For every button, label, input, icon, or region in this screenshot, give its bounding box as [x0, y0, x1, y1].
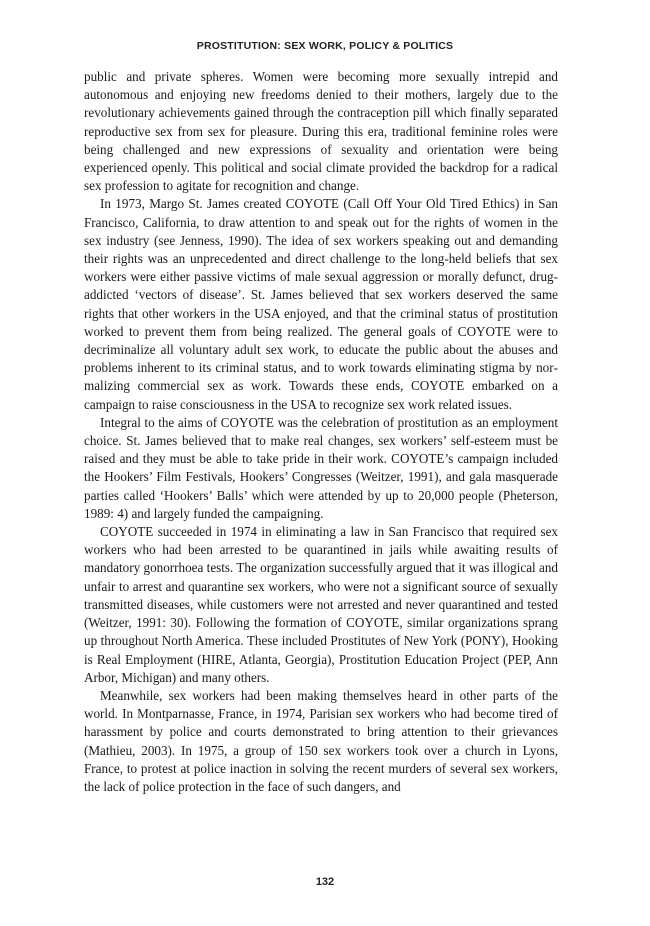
- paragraph-coyote-aims: Integral to the aims of COYOTE was the celebration of prostitution as an employment choice. St. James believed that to make real changes, sex workers’ self-esteem must be raised and they must be able to take pride in their work. COYOTE’s campaign included the Hookers’ Film Festivals, Hookers’ Congresses (Weitzer, 1991), and gala masquerade parties called ‘Hookers’ Balls’ which were attended by up to 20,000 people (Pheterson, 1989: 4) and largely funded the campaigning.: [84, 414, 558, 521]
- paragraph-coyote-founding: In 1973, Margo St. James created COYOTE (Call Off Your Old Tired Ethics) in San Francisco, California, to draw attention to and speak out for the rights of women in the sex industry (see Jenness, 1990). The idea of sex workers speaking out and demanding their rights was an unprecedented and direct challenge to the long-held beliefs that sex workers were either passive victims of male sexual aggression or morally defunct, drug-addicted ‘vectors of disease’. St. James believed that sex workers deserved the same rights that other workers in the USA enjoyed, and that the criminal status of prostitution worked to prevent them from being realized. The general goals of COYOTE were to decriminalize all voluntary adult sex work, to educate the public about the abuses and problems inherent to its criminal status, and to work towards eliminating stigma by normalizing commercial sex as work. Towards these ends, COYOTE embarked on a campaign to raise consciousness in the USA to recognize sex work related issues.: [84, 196, 558, 412]
- paragraph-continued: public and private spheres. Women were becoming more sexually intrepid and autonomous and enjoying new freedoms denied to their mothers, largely due to the revolutionary achievements gained through the contraception pill which finally separated reproductive sex from sex for pleasure. During this era, traditional feminine roles were being challenged and new expressions of sexuality and orientation were being experienced openly. This political and social climate provided the backdrop for a radical sex profession to agitate for recognition and change.: [84, 69, 558, 194]
- paragraph-international: Meanwhile, sex workers had been making themselves heard in other parts of the world. In Montparnasse, France, in 1974, Parisian sex workers who had become tired of harassment by police and courts demonstrated to bring attention to their grievances (Mathieu, 2003). In 1975, a group of 150 sex workers took over a church in Lyons, France, to protest at police inaction in solving the recent murders of several sex workers, the lack of police protection in the face of such dangers, and: [84, 687, 558, 794]
- body-text: [84, 68, 558, 796]
- paragraph-coyote-success: COYOTE succeeded in 1974 in eliminating a law in San Francisco that required sex workers who had been arrested to be quarantined in jails while awaiting results of mandatory gonorrhoea tests. The organization successfully argued that it was illogical and unfair to arrest and quarantine sex workers, who were not a significant source of sexually transmitted diseases, while customers were not arrested and never quarantined and tested (Weitzer, 1991: 30). Following the formation of COYOTE, similar organizations sprang up throughout North America. These included Prostitutes of New York (PONY), Hooking is Real Employment (HIRE, Atlanta, Georgia), Prostitution Education Project (PEP, Ann Arbor, Michigan) and many others.: [84, 524, 558, 685]
- running-head-title: PROSTITUTION: SEX WORK, POLICY & POLITICS: [196, 40, 454, 52]
- page-number: 132: [315, 876, 335, 888]
